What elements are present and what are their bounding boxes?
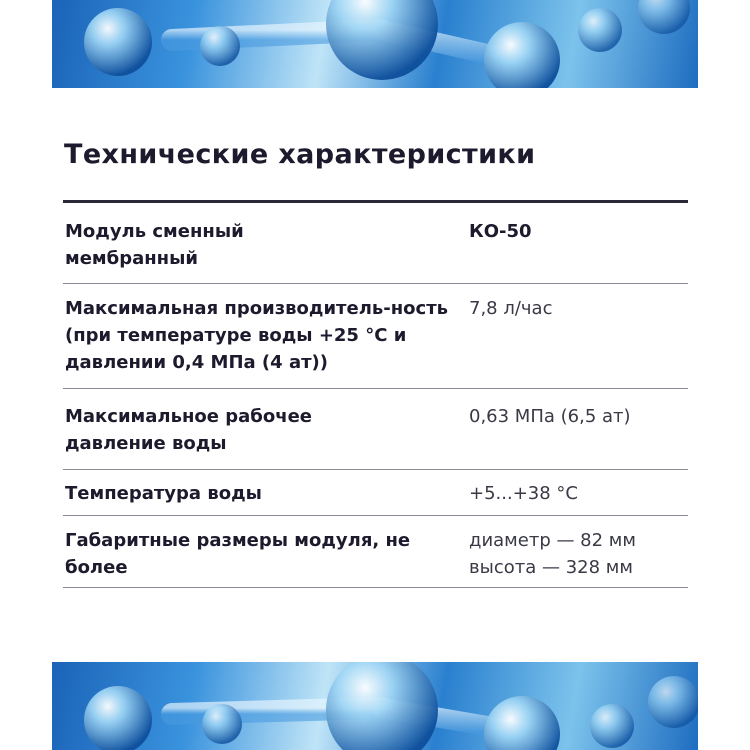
molecule-illustration xyxy=(52,0,698,88)
spec-label-dimensions: Габаритные размеры модуля, не более xyxy=(65,530,411,578)
spec-row-temperature xyxy=(63,470,688,516)
spec-value-height: высота — 328 мм xyxy=(469,557,633,578)
spec-value-temperature: +5...+38 °С xyxy=(469,483,578,504)
spec-value-module: КО-50 xyxy=(469,221,532,242)
spec-label-module: Модуль сменный мембранный xyxy=(65,221,244,269)
spec-row-pressure xyxy=(63,389,688,470)
spec-label-temperature: Температура воды xyxy=(65,483,262,504)
spec-row-module xyxy=(63,203,688,284)
bottom-molecule-banner xyxy=(52,662,698,750)
top-molecule-banner xyxy=(52,0,698,88)
spec-value-diameter: диаметр — 82 мм xyxy=(469,530,636,551)
page-title: Технические характеристики xyxy=(64,139,536,170)
spec-table xyxy=(63,200,688,588)
spec-value-capacity: 7,8 л/час xyxy=(469,298,553,319)
spec-label-capacity: Максимальная производитель-ность (при температуре воды +25 °С и давлении 0,4 МПа (4 ат)) xyxy=(65,298,449,373)
spec-row-dimensions xyxy=(63,516,688,588)
spec-label-pressure: Максимальное рабочее давление воды xyxy=(65,406,312,454)
spec-value-dimensions xyxy=(469,527,688,587)
spec-row-capacity xyxy=(63,284,688,389)
molecule-illustration-bottom xyxy=(52,662,698,750)
spec-value-pressure: 0,63 МПа (6,5 ат) xyxy=(469,406,631,427)
